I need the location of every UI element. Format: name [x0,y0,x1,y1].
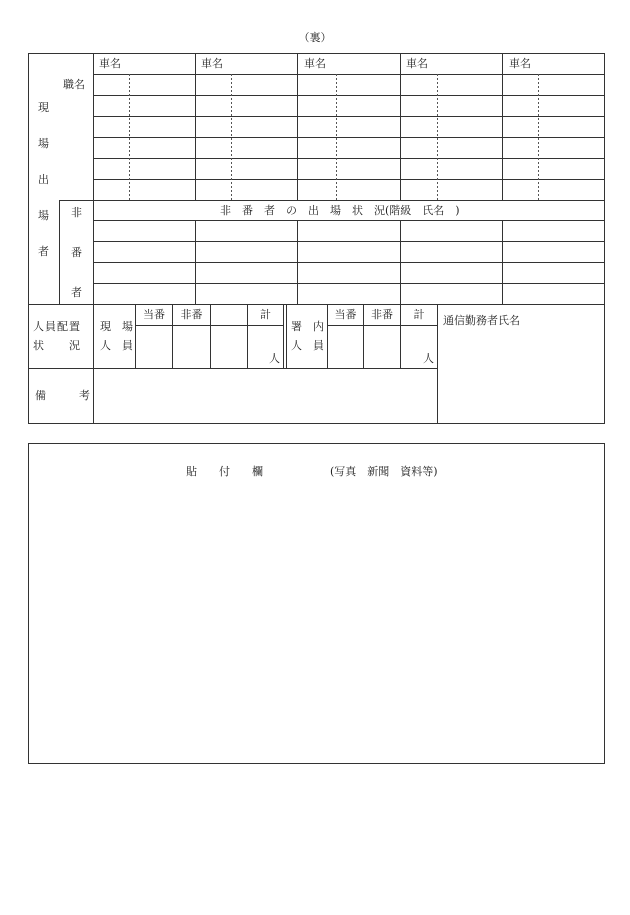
instation-offduty-header: 非番 [371,308,393,321]
staffing-label: 人員配置 [33,320,81,333]
remarks-label: 備 考 [35,389,90,402]
onsite-offduty-header: 非番 [180,308,203,321]
vehicle-name-header: 車名 [406,57,428,70]
instation-staff-label: 人 員 [291,339,324,352]
attachment-box [28,443,605,764]
onsite-staff-label: 人 員 [100,339,133,352]
section-label-char: 出 [38,173,49,186]
attachment-title: 貼 付 欄 [186,465,263,478]
instation-unit: 人 [423,352,434,365]
staffing-label: 状 況 [33,339,81,352]
offduty-label-char: 番 [71,246,82,259]
vehicle-name-header: 車名 [99,57,121,70]
onsite-staff-label: 現 場 [100,320,133,333]
instation-total-header: 計 [413,308,425,321]
onsite-unit: 人 [269,352,280,365]
section-label-char: 場 [38,209,49,222]
vehicle-name-header: 車名 [201,57,223,70]
offduty-heading: 非 番 者 の 出 場 状 況(階級 氏名 ) [220,204,460,217]
section-label-char: 場 [38,137,49,150]
comm-officer-label: 通信勤務者氏名 [443,314,520,327]
onsite-duty-header: 当番 [143,308,165,321]
instation-duty-header: 当番 [334,308,357,321]
instation-staff-label: 署 内 [291,320,324,333]
offduty-label-char: 非 [71,206,82,219]
page-header: （裏） [298,31,332,44]
section-label-char: 現 [38,101,49,114]
vehicle-name-header: 車名 [509,57,531,70]
onsite-total-header: 計 [260,308,271,321]
rank-label: 職名 [63,78,85,91]
section-label-char: 者 [38,245,49,258]
vehicle-name-header: 車名 [304,57,326,70]
offduty-label-char: 者 [71,286,82,299]
attachment-note: (写真 新聞 資料等) [330,465,438,478]
